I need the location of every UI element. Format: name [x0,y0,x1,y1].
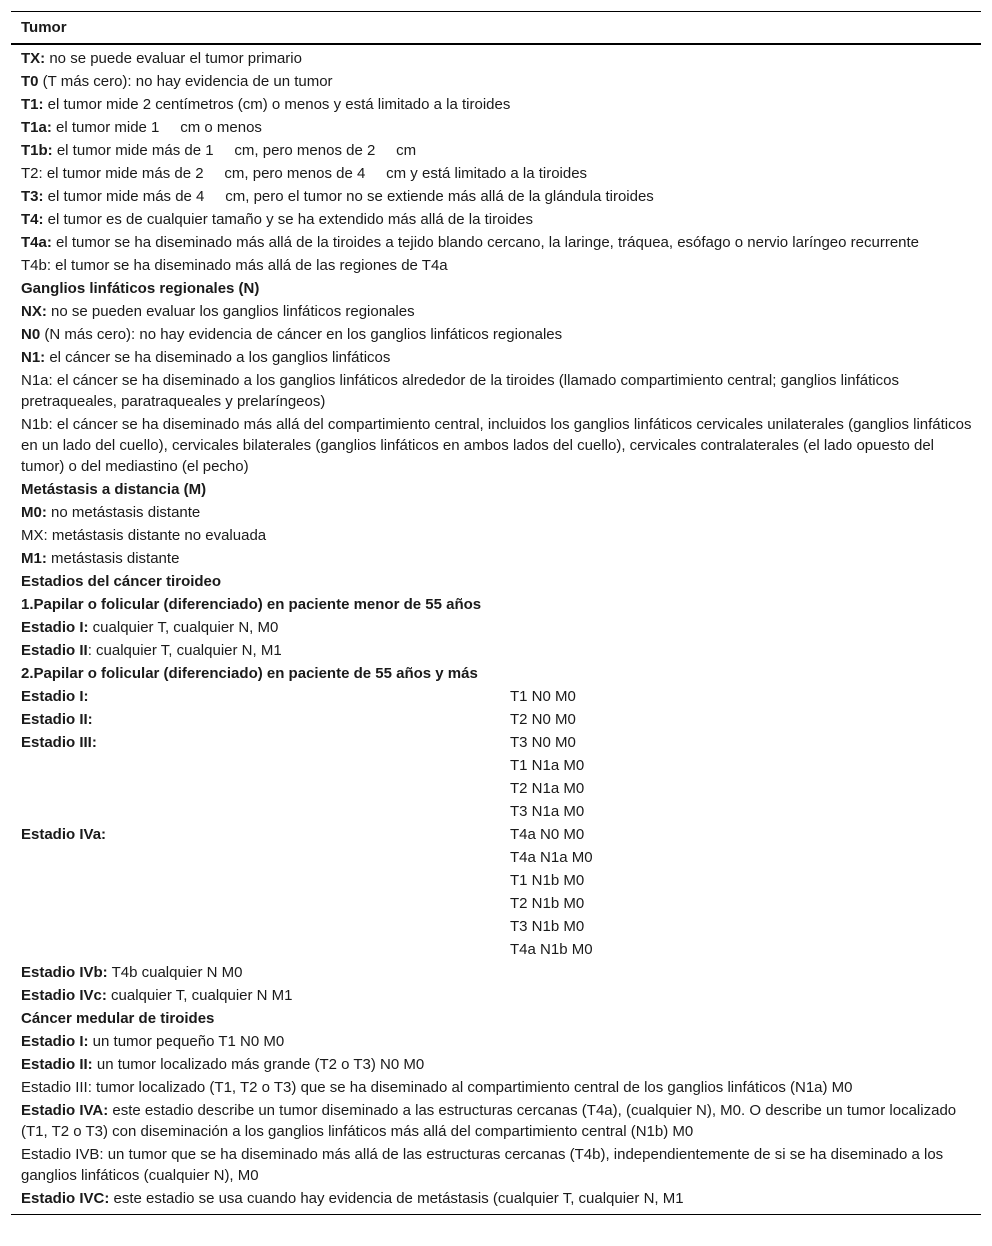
row-mx: MX: metástasis distante no evaluada [21,527,267,544]
stage-row [11,938,981,961]
stage-row [11,846,981,869]
section-heading-medullary: Cáncer medular de tiroides [21,1010,215,1027]
stage-row [11,823,981,846]
row-nx: NX: no se pueden evaluar los ganglios linfáticos regionales [21,303,415,320]
stage-value: T1 N1a M0 [510,757,585,774]
row-t4b: T4b: el tumor se ha diseminado más allá de las regiones de T4a [21,257,448,274]
stage-value: T4a N1a M0 [510,849,593,866]
stage-label: Estadio IVa: [21,826,107,843]
section-heading-m: Metástasis a distancia (M) [21,481,207,498]
stage-label [21,778,510,799]
section-heading-n: Ganglios linfáticos regionales (N) [21,280,260,297]
table-header: Tumor [21,19,67,36]
subheading-papillary-55-plus: 2.Papilar o folicular (diferenciado) en paciente de 55 años y más [21,665,478,682]
stage-label [21,939,510,960]
stage-value: T2 N0 M0 [510,711,576,728]
stage-label [21,893,510,914]
row-t0: T0 (T más cero): no hay evidencia de un tumor [21,73,333,90]
row-tx: TX: no se puede evaluar el tumor primario [21,50,302,67]
table-body [11,45,981,1214]
row-pap1-stage-ii: Estadio II: cualquier T, cualquier N, M1 [21,642,282,659]
stage-value: T2 N1b M0 [510,895,585,912]
row-med-stage-iii: Estadio III: tumor localizado (T1, T2 o T3) que se ha diseminado al compartimiento central de los ganglios linfáticos (N1a) M0 [21,1079,853,1096]
stage-row [11,731,981,754]
row-stage-ivc: Estadio IVc: cualquier T, cualquier N M1 [21,987,293,1004]
stage-row [11,892,981,915]
stage-label [21,870,510,891]
row-n0: N0 (N más cero): no hay evidencia de cáncer en los ganglios linfáticos regionales [21,326,563,343]
row-n1b: N1b: el cáncer se ha diseminado más allá del compartimiento central, incluidos los ganglios linfáticos cervicales unilaterales (ganglios linfáticos en un lado del cuello), cervicales bilaterales (ganglios linfáticos en ambos lados del cuello), cervicales contralaterales (el lado opuesto del tumor) o del mediastino (el pecho) [21,416,972,475]
row-stage-ivb: Estadio IVb: T4b cualquier N M0 [21,964,243,981]
stage-row [11,869,981,892]
row-t1: T1: el tumor mide 2 centímetros (cm) o menos y está limitado a la tiroides [21,96,511,113]
stage-label: Estadio III: [21,734,97,751]
row-t3: T3: el tumor mide más de 4 cm, pero el tumor no se extiende más allá de la glándula tiroides [21,188,654,205]
row-t1a: T1a: el tumor mide 1 cm o menos [21,119,262,136]
row-med-stage-ivb: Estadio IVB: un tumor que se ha diseminado más allá de las estructuras cercanas (T4b), independientemente de si se ha diseminado a los ganglios linfáticos (cualquier N), M0 [21,1146,944,1184]
row-med-stage-iva: Estadio IVA: este estadio describe un tumor diseminado a las estructuras cercanas (T4a), (cualquier N), M0. O describe un tumor localizado (T1, T2 o T3) con diseminación a los ganglios linfáticos más allá del compartimiento central (N1b) M0 [21,1102,957,1140]
row-t1b: T1b: el tumor mide más de 1 cm, pero menos de 2 cm [21,142,417,159]
stage-row [11,800,981,823]
stage-label [21,847,510,868]
row-n1: N1: el cáncer se ha diseminado a los ganglios linfáticos [21,349,391,366]
row-m1: M1: metástasis distante [21,550,180,567]
stage-label: Estadio I: [21,688,89,705]
stage-label: Estadio II: [21,711,93,728]
row-n1a: N1a: el cáncer se ha diseminado a los ganglios linfáticos alrededor de la tiroides (llamado compartimiento central; ganglios linfáticos pretraqueales, paratraqueales y prelaríngeos) [21,372,899,410]
row-t4a: T4a: el tumor se ha diseminado más allá de la tiroides a tejido blando cercano, la laringe, tráquea, esófago o nervio laríngeo recurrente [21,234,920,251]
bottom-rule [11,1214,981,1215]
stage-row [11,915,981,938]
stage-label [21,801,510,822]
row-m0: M0: no metástasis distante [21,504,201,521]
stage-value: T1 N1b M0 [510,872,585,889]
row-t4: T4: el tumor es de cualquier tamaño y se ha extendido más allá de la tiroides [21,211,533,228]
row-med-stage-ii: Estadio II: un tumor localizado más grande (T2 o T3) N0 M0 [21,1056,425,1073]
stage-row [11,708,981,731]
stage-label [21,755,510,776]
row-med-stage-i: Estadio I: un tumor pequeño T1 N0 M0 [21,1033,285,1050]
stage-value: T3 N0 M0 [510,734,576,751]
stage-value: T2 N1a M0 [510,780,585,797]
staging-table [11,11,981,1215]
stage-row [11,685,981,708]
stage-value: T4a N1b M0 [510,941,593,958]
stage-value: T4a N0 M0 [510,826,585,843]
row-pap1-stage-i: Estadio I: cualquier T, cualquier N, M0 [21,619,279,636]
subheading-papillary-under-55: 1.Papilar o folicular (diferenciado) en paciente menor de 55 años [21,596,482,613]
section-heading-stages: Estadios del cáncer tiroideo [21,573,222,590]
stage-value: T3 N1b M0 [510,918,585,935]
row-t2: T2: el tumor mide más de 2 cm, pero menos de 4 cm y está limitado a la tiroides [21,165,588,182]
row-med-stage-ivc: Estadio IVC: este estadio se usa cuando hay evidencia de metástasis (cualquier T, cualquier N, M1 [21,1190,684,1207]
stage-row [11,754,981,777]
stage-value: T3 N1a M0 [510,803,585,820]
stage-label [21,916,510,937]
stage-grid [11,685,981,961]
stage-row [11,777,981,800]
stage-value: T1 N0 M0 [510,688,576,705]
